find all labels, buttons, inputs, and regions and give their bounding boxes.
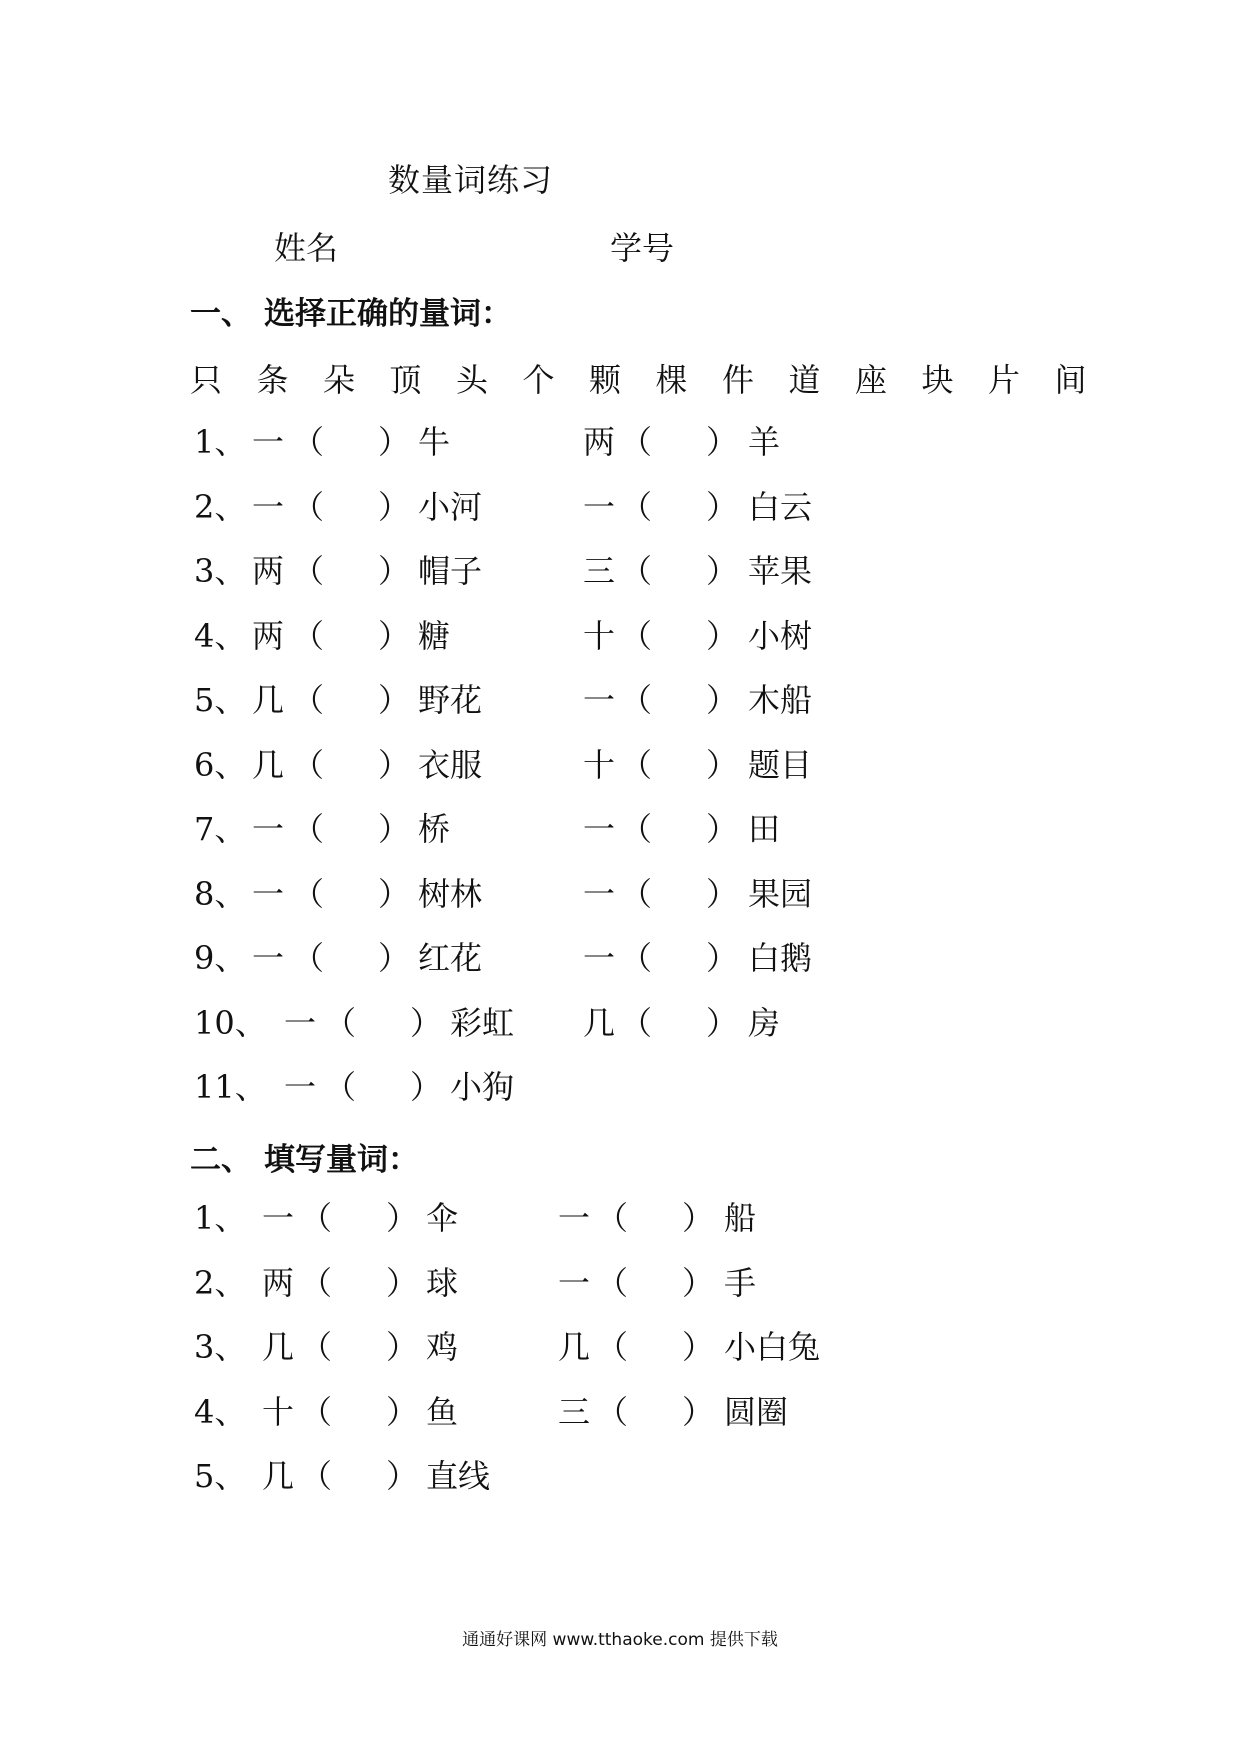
right-noun: 白鹅 xyxy=(748,939,813,977)
exercise-index: 1、 xyxy=(194,1199,247,1237)
left-numeral: 一 xyxy=(284,1068,317,1106)
exercise-row xyxy=(0,936,1240,980)
left-noun: 衣服 xyxy=(418,745,483,784)
exercise-index: 11、 xyxy=(194,1068,267,1106)
right-numeral: 几 xyxy=(583,1003,616,1042)
right-noun: 白云 xyxy=(748,487,813,526)
left-noun: 伞 xyxy=(426,1199,459,1237)
right-paren-close: ） xyxy=(706,487,739,526)
right-paren-close: ） xyxy=(706,874,739,913)
left-paren-open: （ xyxy=(292,939,325,977)
left-noun: 球 xyxy=(426,1263,459,1302)
left-numeral: 两 xyxy=(252,616,285,655)
right-paren-open: （ xyxy=(596,1392,629,1431)
right-noun: 苹果 xyxy=(748,552,813,590)
right-paren-open: （ xyxy=(596,1199,629,1237)
left-numeral: 几 xyxy=(252,681,285,719)
left-paren-close: ） xyxy=(378,552,411,590)
word-bank-item: 头 xyxy=(456,361,489,399)
left-noun: 野花 xyxy=(418,681,483,719)
word-bank-item: 道 xyxy=(788,361,821,399)
exercise-row xyxy=(0,1325,1240,1369)
left-numeral: 几 xyxy=(252,745,285,784)
left-noun: 牛 xyxy=(418,423,451,461)
right-paren-open: （ xyxy=(596,1263,629,1302)
right-paren-close: ） xyxy=(706,552,739,590)
exercise-index: 8、 xyxy=(194,874,247,913)
left-noun: 直线 xyxy=(426,1457,491,1495)
left-numeral: 两 xyxy=(252,552,285,590)
right-numeral: 一 xyxy=(583,810,616,848)
left-noun: 鸡 xyxy=(426,1328,459,1366)
left-paren-open: （ xyxy=(292,487,325,526)
left-paren-close: ） xyxy=(386,1263,419,1302)
right-paren-open: （ xyxy=(620,423,653,461)
section-1-title: 选择正确的量词： xyxy=(264,296,512,332)
left-noun: 小河 xyxy=(418,487,483,526)
exercise-index: 1、 xyxy=(194,423,247,461)
word-bank-item: 只 xyxy=(190,361,223,399)
left-noun: 红花 xyxy=(418,939,483,977)
word-bank-item: 朵 xyxy=(323,361,356,399)
left-paren-close: ） xyxy=(378,939,411,977)
left-paren-open: （ xyxy=(292,745,325,784)
right-noun: 田 xyxy=(748,810,781,848)
right-numeral: 十 xyxy=(583,745,616,784)
exercise-row xyxy=(0,678,1240,722)
exercise-row xyxy=(0,420,1240,464)
exercise-index: 10、 xyxy=(194,1003,267,1042)
student-id-label: 学号 xyxy=(610,229,675,267)
exercise-index: 2、 xyxy=(194,487,247,526)
exercise-row xyxy=(0,1001,1240,1045)
right-noun: 果园 xyxy=(748,874,813,913)
left-noun: 帽子 xyxy=(418,552,483,590)
right-paren-close: ） xyxy=(682,1392,715,1431)
left-paren-close: ） xyxy=(386,1392,419,1431)
name-label: 姓名 xyxy=(274,229,339,267)
right-noun: 手 xyxy=(724,1263,757,1302)
word-bank-item: 块 xyxy=(921,361,954,399)
word-bank-item: 条 xyxy=(256,361,289,399)
right-numeral: 一 xyxy=(558,1199,591,1237)
left-paren-open: （ xyxy=(292,810,325,848)
right-numeral: 一 xyxy=(583,487,616,526)
exercise-row xyxy=(0,1196,1240,1240)
exercise-index: 7、 xyxy=(194,810,247,848)
right-paren-close: ） xyxy=(706,939,739,977)
right-paren-open: （ xyxy=(620,810,653,848)
exercise-row xyxy=(0,1454,1240,1498)
left-paren-close: ） xyxy=(378,616,411,655)
left-noun: 小狗 xyxy=(450,1068,515,1106)
left-paren-open: （ xyxy=(300,1199,333,1237)
exercise-row xyxy=(0,1065,1240,1109)
right-paren-open: （ xyxy=(620,874,653,913)
left-paren-close: ） xyxy=(378,423,411,461)
word-bank-item: 间 xyxy=(1054,361,1087,399)
section-1-number: 一、 xyxy=(190,296,252,332)
word-bank xyxy=(190,358,1110,402)
exercise-index: 3、 xyxy=(194,1328,247,1366)
left-paren-open: （ xyxy=(292,681,325,719)
left-paren-close: ） xyxy=(378,681,411,719)
word-bank-item: 顶 xyxy=(389,361,422,399)
right-paren-open: （ xyxy=(620,616,653,655)
left-numeral: 十 xyxy=(262,1392,295,1431)
left-paren-close: ） xyxy=(386,1328,419,1366)
left-numeral: 一 xyxy=(252,487,285,526)
exercise-row xyxy=(0,807,1240,851)
page-title: 数量词练习 xyxy=(388,161,554,199)
right-paren-close: ） xyxy=(706,745,739,784)
exercise-index: 3、 xyxy=(194,552,247,590)
footer-credit: 通通好课网 www.tthaoke.com 提供下载 xyxy=(462,1630,778,1650)
right-noun: 房 xyxy=(748,1003,781,1042)
right-paren-close: ） xyxy=(706,616,739,655)
left-noun: 糖 xyxy=(418,616,451,655)
left-paren-close: ） xyxy=(386,1457,419,1495)
word-bank-item: 棵 xyxy=(655,361,688,399)
right-numeral: 一 xyxy=(583,939,616,977)
left-numeral: 一 xyxy=(252,423,285,461)
right-numeral: 十 xyxy=(583,616,616,655)
word-bank-item: 件 xyxy=(722,361,755,399)
left-paren-open: （ xyxy=(300,1457,333,1495)
right-numeral: 两 xyxy=(583,423,616,461)
section-2-number: 二、 xyxy=(190,1142,252,1178)
right-paren-open: （ xyxy=(620,487,653,526)
right-paren-open: （ xyxy=(620,552,653,590)
right-numeral: 几 xyxy=(558,1328,591,1366)
right-numeral: 三 xyxy=(583,552,616,590)
word-bank-item: 片 xyxy=(988,361,1021,399)
right-numeral: 一 xyxy=(558,1263,591,1302)
exercise-index: 4、 xyxy=(194,616,247,655)
right-noun: 题目 xyxy=(748,745,813,784)
exercise-row xyxy=(0,549,1240,593)
right-numeral: 一 xyxy=(583,874,616,913)
exercise-row xyxy=(0,485,1240,529)
left-noun: 树林 xyxy=(418,874,483,913)
left-numeral: 一 xyxy=(252,874,285,913)
left-paren-close: ） xyxy=(378,874,411,913)
left-noun: 鱼 xyxy=(426,1392,459,1431)
left-paren-open: （ xyxy=(300,1263,333,1302)
right-paren-open: （ xyxy=(620,745,653,784)
right-noun: 羊 xyxy=(748,423,781,461)
left-noun: 桥 xyxy=(418,810,451,848)
right-paren-open: （ xyxy=(620,939,653,977)
left-paren-open: （ xyxy=(292,616,325,655)
exercise-index: 6、 xyxy=(194,745,247,784)
left-paren-close: ） xyxy=(386,1199,419,1237)
word-bank-item: 颗 xyxy=(589,361,622,399)
left-numeral: 一 xyxy=(252,810,285,848)
left-paren-close: ） xyxy=(378,810,411,848)
left-paren-close: ） xyxy=(378,487,411,526)
left-paren-open: （ xyxy=(292,423,325,461)
exercise-row xyxy=(0,872,1240,916)
left-paren-open: （ xyxy=(292,874,325,913)
left-paren-open: （ xyxy=(300,1392,333,1431)
left-paren-close: ） xyxy=(410,1068,443,1106)
left-numeral: 一 xyxy=(252,939,285,977)
left-numeral: 两 xyxy=(262,1263,295,1302)
right-paren-close: ） xyxy=(706,1003,739,1042)
left-paren-open: （ xyxy=(324,1003,357,1042)
left-paren-open: （ xyxy=(324,1068,357,1106)
right-paren-close: ） xyxy=(682,1263,715,1302)
right-numeral: 一 xyxy=(583,681,616,719)
right-paren-close: ） xyxy=(706,423,739,461)
right-noun: 圆圈 xyxy=(724,1392,789,1431)
section-1-heading xyxy=(190,292,512,336)
right-paren-close: ） xyxy=(682,1328,715,1366)
right-paren-open: （ xyxy=(620,681,653,719)
section-2-title: 填写量词： xyxy=(264,1142,419,1178)
exercise-row xyxy=(0,1390,1240,1434)
word-bank-item: 个 xyxy=(522,361,555,399)
right-paren-close: ） xyxy=(706,681,739,719)
exercise-row xyxy=(0,1261,1240,1305)
right-noun: 小树 xyxy=(748,616,813,655)
right-numeral: 三 xyxy=(558,1392,591,1431)
exercise-row xyxy=(0,743,1240,787)
right-paren-open: （ xyxy=(596,1328,629,1366)
left-numeral: 一 xyxy=(284,1003,317,1042)
exercise-index: 5、 xyxy=(194,1457,247,1495)
exercise-index: 9、 xyxy=(194,939,247,977)
exercise-index: 2、 xyxy=(194,1263,247,1302)
left-paren-close: ） xyxy=(378,745,411,784)
exercise-index: 5、 xyxy=(194,681,247,719)
left-paren-close: ） xyxy=(410,1003,443,1042)
left-noun: 彩虹 xyxy=(450,1003,515,1042)
right-paren-open: （ xyxy=(620,1003,653,1042)
exercise-row xyxy=(0,614,1240,658)
word-bank-item: 座 xyxy=(855,361,888,399)
left-paren-open: （ xyxy=(292,552,325,590)
section-2-heading xyxy=(190,1138,419,1182)
right-noun: 船 xyxy=(724,1199,757,1237)
left-numeral: 几 xyxy=(262,1328,295,1366)
left-numeral: 一 xyxy=(262,1199,295,1237)
left-paren-open: （ xyxy=(300,1328,333,1366)
left-numeral: 几 xyxy=(262,1457,295,1495)
right-noun: 小白兔 xyxy=(724,1328,821,1366)
right-paren-close: ） xyxy=(706,810,739,848)
exercise-index: 4、 xyxy=(194,1392,247,1431)
right-noun: 木船 xyxy=(748,681,813,719)
right-paren-close: ） xyxy=(682,1199,715,1237)
